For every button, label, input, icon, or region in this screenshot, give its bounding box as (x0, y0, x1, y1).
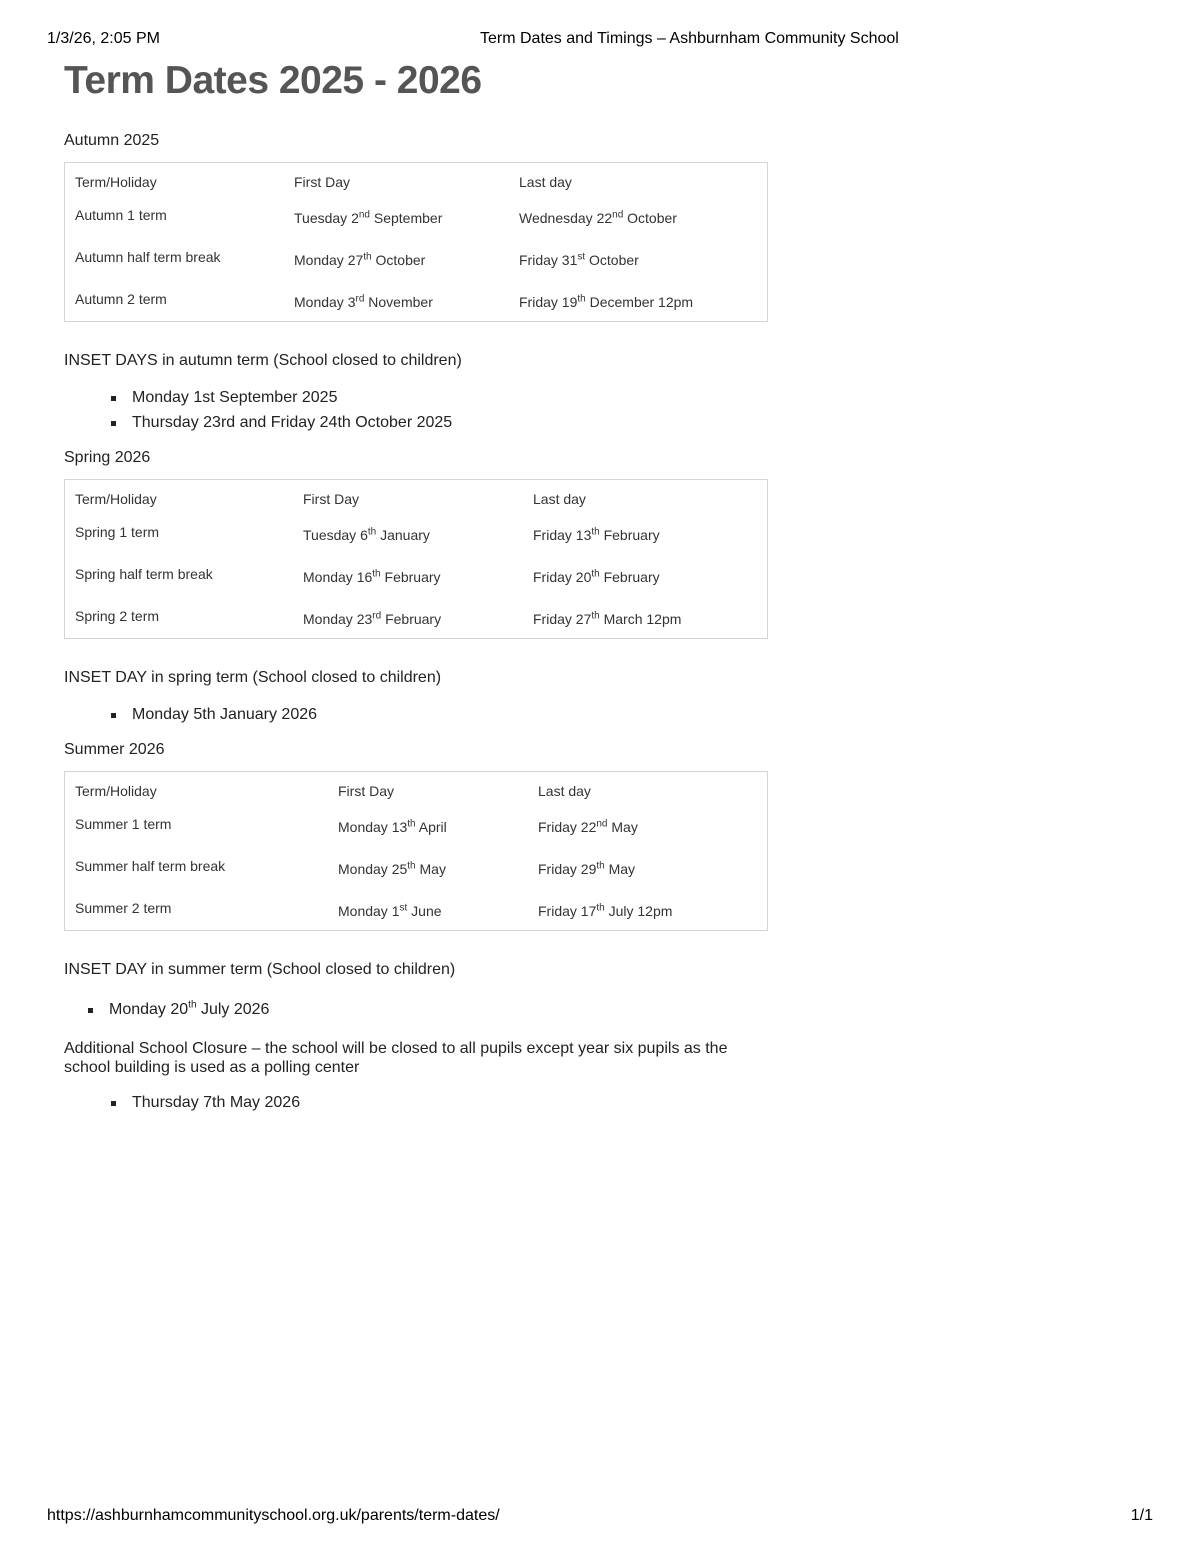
last-day: Friday 31st October (519, 251, 639, 268)
summer-heading: Summer 2026 (64, 741, 165, 758)
last-day: Wednesday 22nd October (519, 209, 677, 226)
last-day: Friday 13th February (533, 526, 660, 543)
spring-inset-heading: INSET DAY in spring term (School closed to children) (64, 669, 442, 686)
summer-inset-list (109, 1000, 269, 1025)
column-header: First Day (294, 174, 350, 190)
table-header-row (65, 163, 767, 201)
closure-text: Additional School Closure – the school will be closed to all pupils except year six pupils as the school building is used as a polling center (64, 1040, 728, 1076)
print-header (47, 30, 1153, 50)
term-name: Summer 1 term (75, 816, 172, 832)
term-name: Autumn 2 term (75, 291, 167, 307)
summer-inset-heading: INSET DAY in summer term (School closed to children) (64, 961, 456, 978)
autumn-inset-list (132, 388, 452, 438)
column-header: First Day (338, 783, 394, 799)
last-day: Friday 29th May (538, 860, 636, 877)
last-day: Friday 17th July 12pm (538, 902, 673, 919)
table-row (65, 852, 767, 894)
table-row (65, 894, 767, 930)
closure-list (132, 1093, 300, 1118)
spring-inset-list (132, 705, 317, 730)
last-day: Friday 27th March 12pm (533, 610, 682, 627)
list-item: Thursday 7th May 2026 (132, 1093, 300, 1118)
table-row (65, 810, 767, 852)
list-item: Thursday 23rd and Friday 24th October 2025 (132, 413, 452, 438)
table-row (65, 560, 767, 602)
spring-table (64, 479, 768, 639)
table-row (65, 243, 767, 285)
first-day: Monday 27th October (294, 251, 426, 268)
column-header: Term/Holiday (75, 783, 157, 799)
table-row (65, 602, 767, 638)
list-item: Monday 20th July 2026 (109, 1000, 269, 1025)
table-row (65, 285, 767, 321)
page-number: 1/1 (1130, 1507, 1153, 1524)
autumn-table (64, 162, 768, 322)
spring-heading: Spring 2026 (64, 449, 151, 466)
first-day: Monday 1st June (338, 902, 442, 919)
term-name: Summer half term break (75, 858, 226, 874)
page-title: Term Dates 2025 - 2026 (64, 59, 482, 102)
table-row (65, 518, 767, 560)
summer-table (64, 771, 768, 931)
autumn-heading: Autumn 2025 (64, 132, 160, 149)
column-header: Last day (538, 783, 591, 799)
last-day: Friday 20th February (533, 568, 660, 585)
last-day: Friday 22nd May (538, 818, 638, 835)
column-header: Term/Holiday (75, 491, 157, 507)
column-header: Last day (519, 174, 572, 190)
term-name: Autumn 1 term (75, 207, 167, 223)
first-day: Monday 16th February (303, 568, 441, 585)
table-header-row (65, 772, 767, 810)
first-day: Tuesday 6th January (303, 526, 430, 543)
first-day: Monday 3rd November (294, 293, 433, 310)
autumn-inset-heading: INSET DAYS in autumn term (School closed to children) (64, 352, 462, 369)
term-name: Spring 1 term (75, 524, 160, 540)
first-day: Monday 13th April (338, 818, 447, 835)
list-item: Monday 1st September 2025 (132, 388, 452, 413)
first-day: Monday 23rd February (303, 610, 442, 627)
list-item: Monday 5th January 2026 (132, 705, 317, 730)
print-page-title: Term Dates and Timings – Ashburnham Community School (480, 30, 899, 47)
term-name: Spring 2 term (75, 608, 160, 624)
term-name: Autumn half term break (75, 249, 221, 265)
first-day: Tuesday 2nd September (294, 209, 443, 226)
print-date: 1/3/26, 2:05 PM (47, 30, 160, 47)
column-header: Last day (533, 491, 586, 507)
main-content (64, 58, 768, 1111)
first-day: Monday 25th May (338, 860, 446, 877)
column-header: First Day (303, 491, 359, 507)
print-url: https://ashburnhamcommunityschool.org.uk/parents/term-dates/ (47, 1507, 500, 1524)
term-name: Spring half term break (75, 566, 213, 582)
column-header: Term/Holiday (75, 174, 157, 190)
term-name: Summer 2 term (75, 900, 172, 916)
table-header-row (65, 480, 767, 518)
table-row (65, 201, 767, 243)
last-day: Friday 19th December 12pm (519, 293, 694, 310)
